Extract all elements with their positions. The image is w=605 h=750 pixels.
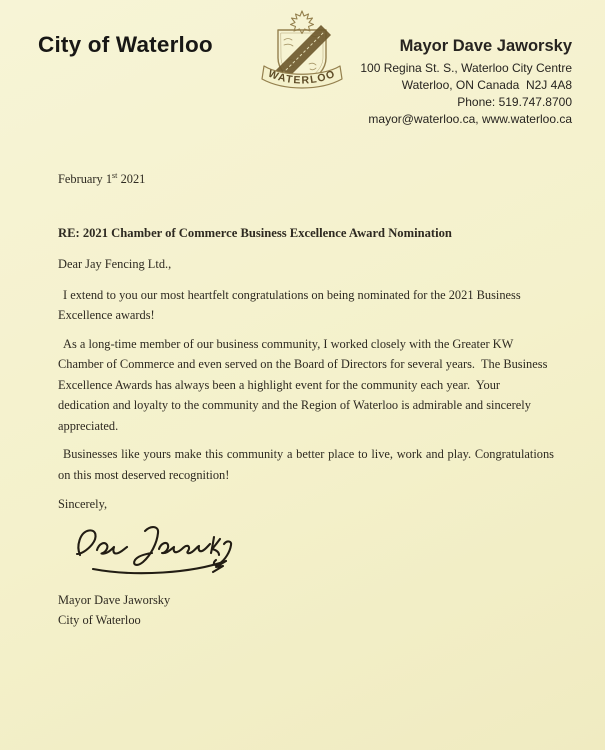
letter-body [58, 166, 554, 631]
date-ordinal: st [112, 171, 118, 180]
contact-block [360, 37, 572, 128]
paragraph-3: Businesses like yours make this community a better place to live, work and play. Congratulations on this most deserved recognition! [58, 447, 554, 482]
paragraph-2: As a long-time member of our business community, I worked closely with the Greater KW Chamber of Commerce and even served on the Board of Directors for several years. The Business Excellence Awards has always been a highlight event for the community each year. Your dedication and loyalty to the community and the Region of Waterloo is admirable and sincerely appreciated. [58, 336, 551, 433]
salutation: Dear Jay Fencing Ltd., [58, 257, 172, 272]
contact-address-line-1: 100 Regina St. S., Waterloo City Centre [360, 61, 572, 75]
signature [66, 521, 554, 581]
signer-org: City of Waterloo [58, 613, 141, 628]
contact-email-web: mayor@waterloo.ca, www.waterloo.ca [368, 112, 572, 126]
contact-mayor-name: Mayor Dave Jaworsky [399, 37, 572, 55]
date-day: February 1 [58, 172, 113, 187]
letterhead-org-title: City of Waterloo [38, 32, 213, 57]
contact-phone: Phone: 519.747.8700 [457, 95, 572, 109]
signer-name: Mayor Dave Jaworsky [58, 592, 171, 607]
subject-line: RE: 2021 Chamber of Commerce Business Excellence Award Nomination [58, 225, 452, 240]
contact-address-line-2: Waterloo, ON Canada N2J 4A8 [401, 78, 572, 92]
date-line [58, 166, 554, 190]
closing: Sincerely, [58, 497, 108, 512]
date-year: 2021 [120, 172, 146, 187]
signature-script-icon [66, 521, 251, 581]
city-crest-icon [256, 8, 348, 104]
crest-banner-label: WATERLOO [266, 67, 338, 87]
paragraph-1: I extend to you our most heartfelt congratulations on being nominated for the 2021 Business Excellence awards! [58, 287, 524, 323]
